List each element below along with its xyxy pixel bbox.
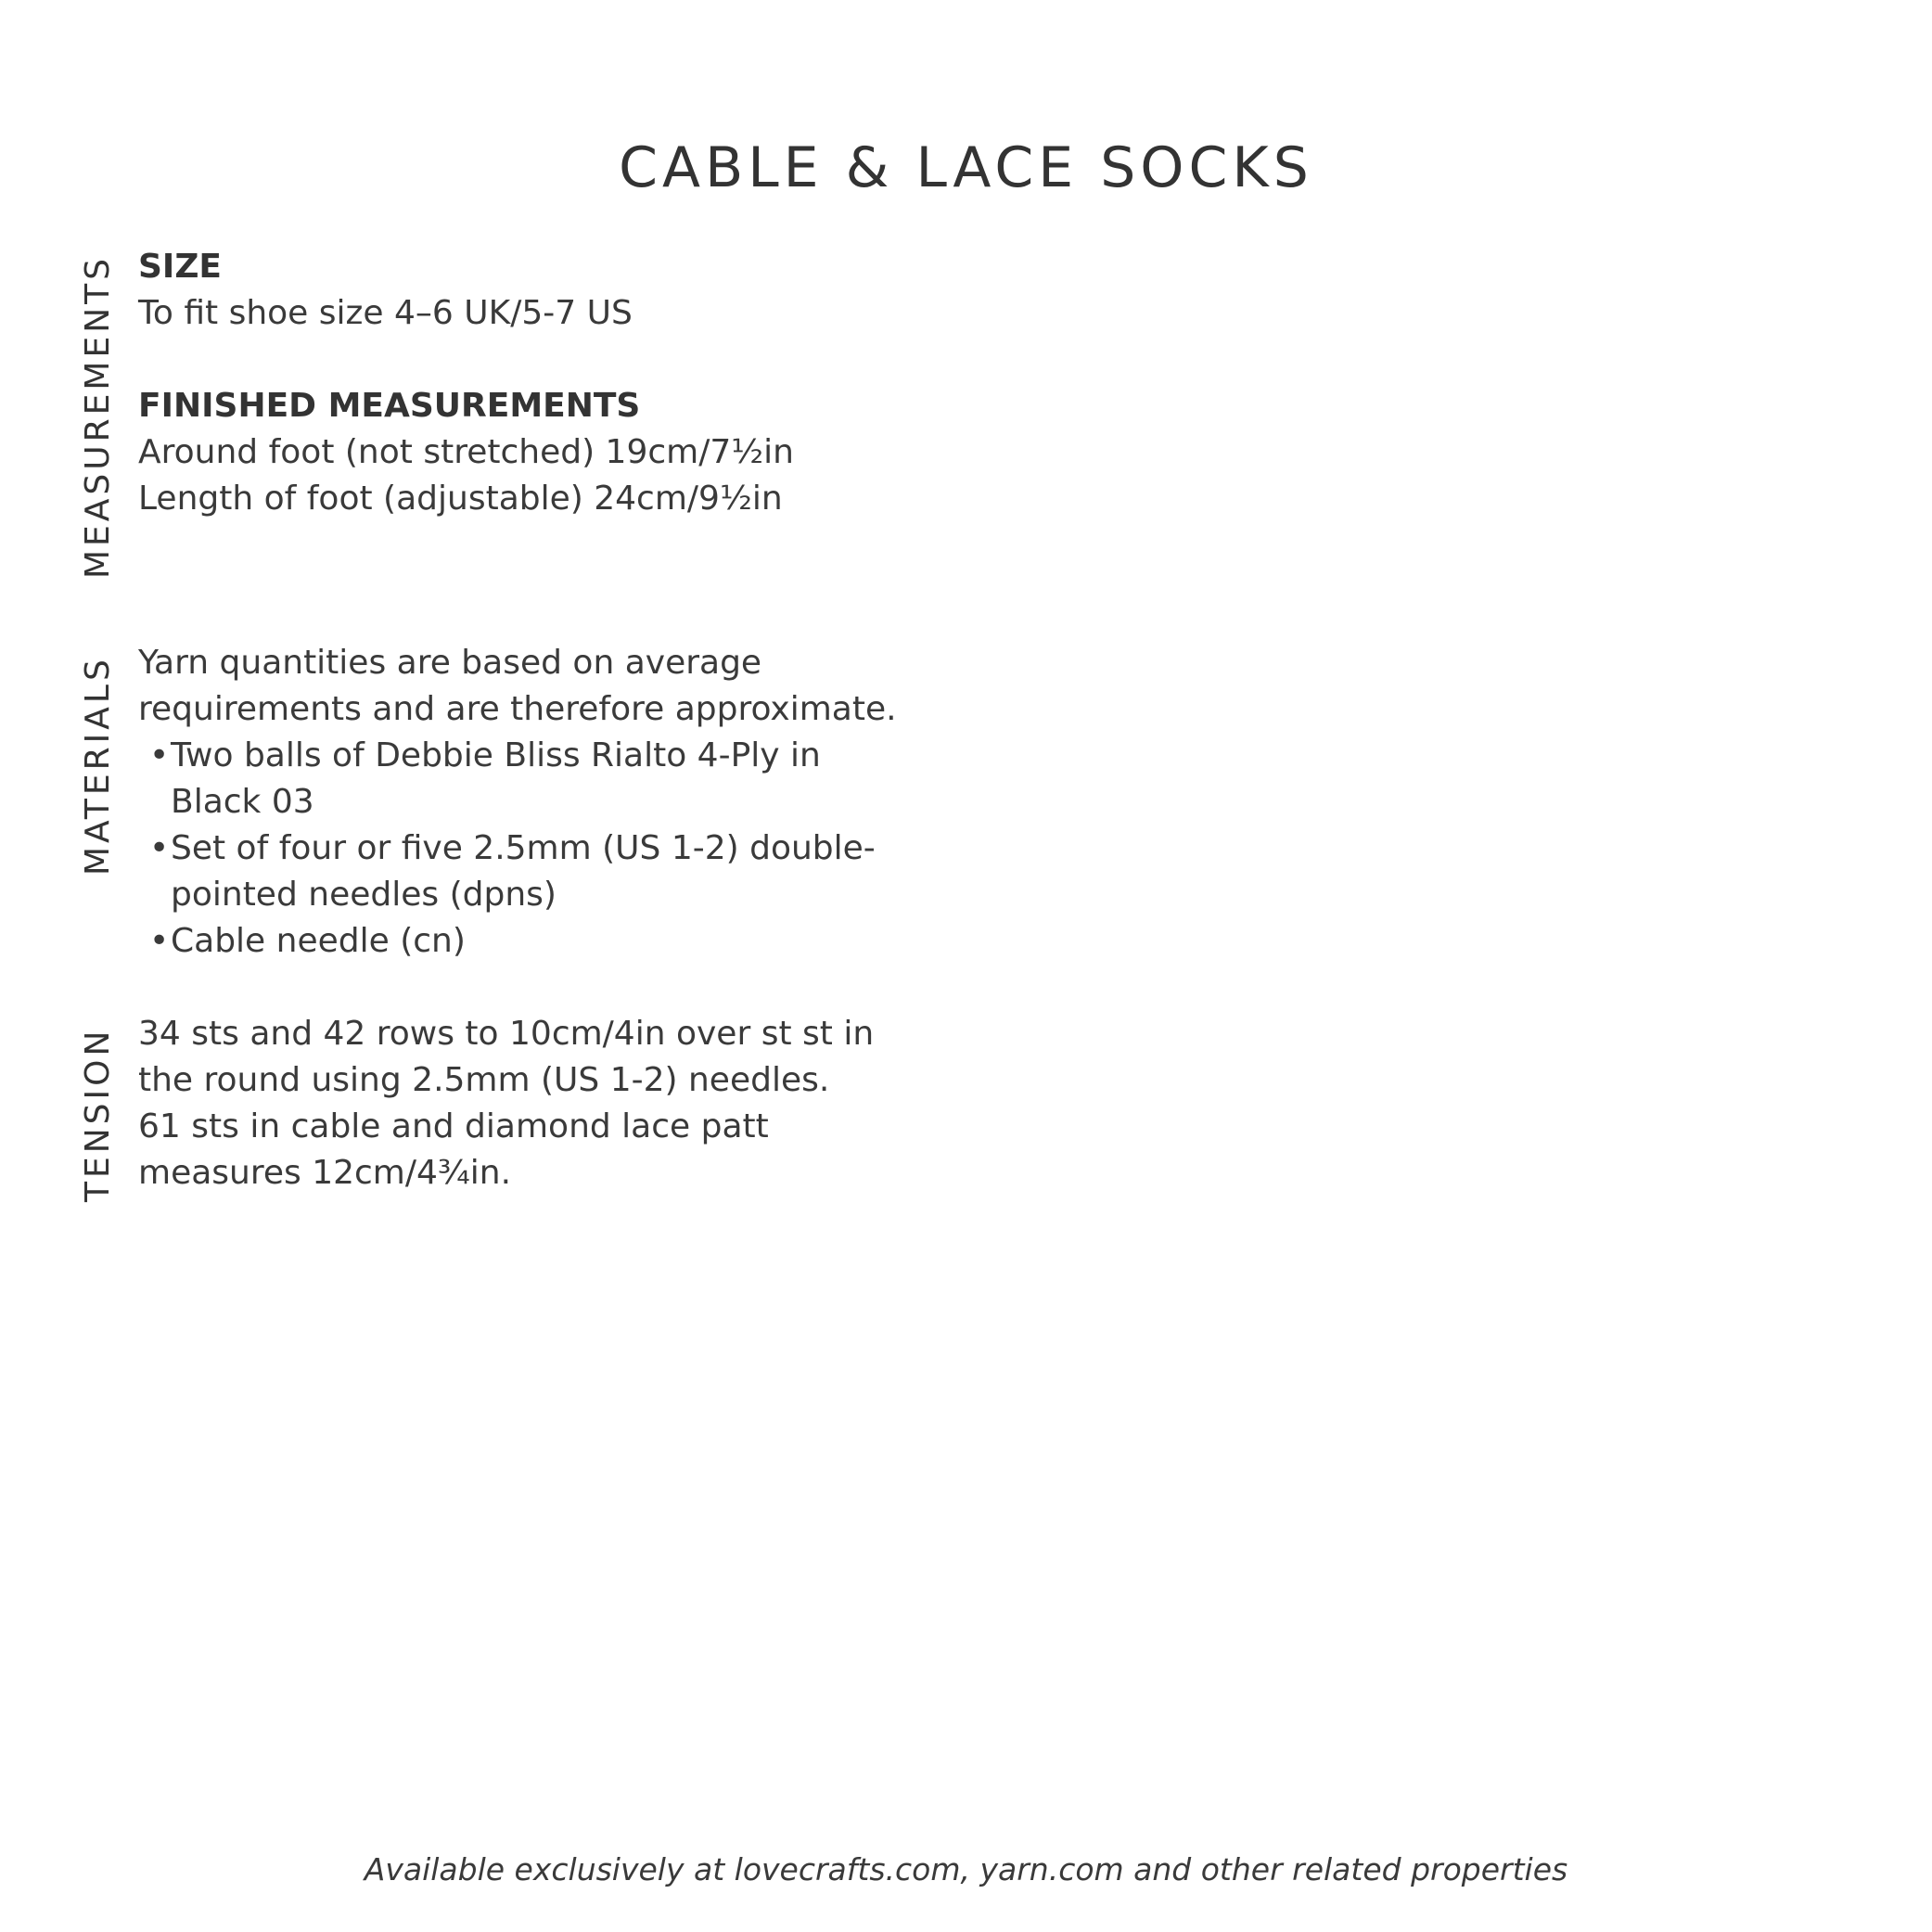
materials-intro-line: requirements and are therefore approximate. (138, 690, 897, 728)
finished-measurement-line: Length of foot (adjustable) 24cm/9½in (138, 480, 783, 518)
materials-intro-line: Yarn quantities are based on average (138, 644, 762, 682)
finished-measurements-heading: FINISHED MEASUREMENTS (138, 387, 641, 425)
tension-line: 61 sts in cable and diamond lace patt (138, 1107, 769, 1145)
bullet-icon: • (149, 829, 170, 867)
section-label-tension: TENSION (79, 1027, 117, 1202)
page-title: CABLE & LACE SOCKS (619, 135, 1313, 200)
measurements-section (138, 244, 794, 522)
footer-note: Available exclusively at lovecrafts.com, yarn.com and other related properties (364, 1851, 1568, 1887)
tension-line: the round using 2.5mm (US 1-2) needles. (138, 1061, 830, 1099)
bullet-icon: • (149, 736, 170, 774)
tension-line: measures 12cm/4¾in. (138, 1154, 512, 1192)
materials-list-item: • Cable needle (cn) (138, 918, 897, 965)
tension-line: 34 sts and 42 rows to 10cm/4in over st st in (138, 1015, 875, 1053)
materials-section (138, 640, 897, 965)
section-label-measurements: MEASUREMENTS (79, 255, 117, 579)
finished-measurement-line: Around foot (not stretched) 19cm/7½in (138, 433, 794, 471)
tension-section (138, 1011, 874, 1196)
materials-list-item: • Two balls of Debbie Bliss Rialto 4-Ply in Black 03 (138, 733, 897, 825)
bullet-icon: • (149, 922, 170, 960)
size-text: To fit shoe size 4–6 UK/5-7 US (138, 294, 633, 332)
size-heading: SIZE (138, 248, 223, 286)
section-label-materials: MATERIALS (79, 656, 117, 876)
materials-list-item: • Set of four or five 2.5mm (US 1-2) double- pointed needles (dpns) (138, 825, 897, 918)
